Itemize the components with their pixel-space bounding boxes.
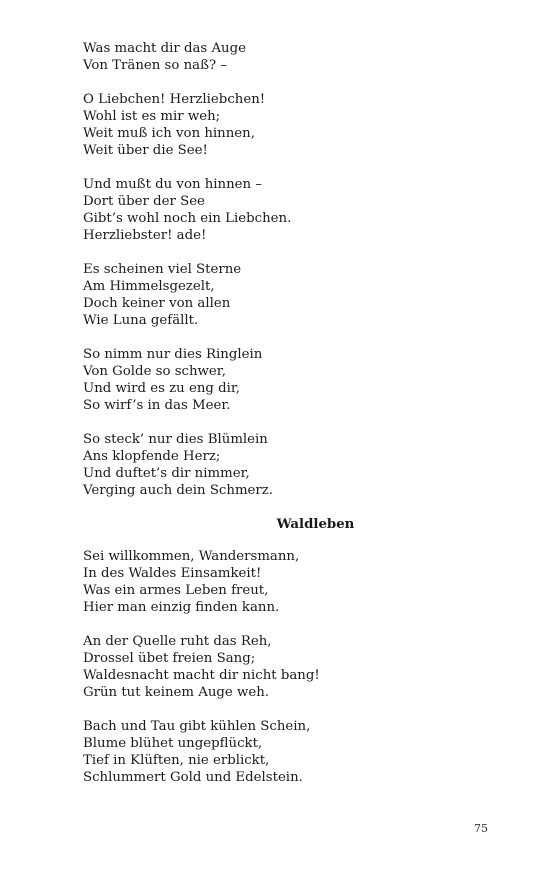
verse-line: Wohl ist es mir weh;	[83, 109, 221, 124]
verse-line: Herzliebster! ade!	[83, 228, 207, 243]
verse-line: An der Quelle ruht das Reh,	[83, 634, 272, 649]
stanza	[83, 40, 503, 74]
stanza	[83, 431, 503, 499]
verse-line: Und mußt du von hinnen –	[83, 177, 262, 192]
verse-line: Gibt’s wohl noch ein Liebchen.	[83, 211, 292, 226]
verse-line: Bach und Tau gibt kühlen Schein,	[83, 719, 311, 734]
verse-line: Und duftet’s dir nimmer,	[83, 466, 250, 481]
poem-continued	[83, 40, 503, 499]
verse-line: Es scheinen viel Sterne	[83, 262, 242, 277]
poem-title: Waldleben	[276, 517, 355, 532]
verse-line: Was macht dir das Auge	[83, 41, 246, 56]
verse-line: Tief in Klüften, nie erblickt,	[83, 753, 270, 768]
page-number: 75	[474, 822, 488, 835]
verse-line: So wirf’s in das Meer.	[83, 398, 231, 413]
verse-line: O Liebchen! Herzliebchen!	[83, 92, 266, 107]
verse-line: Verging auch dein Schmerz.	[83, 483, 274, 498]
verse-line: Dort über der See	[83, 194, 205, 209]
verse-line: Wie Luna gefällt.	[83, 313, 199, 328]
verse-line: In des Waldes Einsamkeit!	[83, 566, 262, 581]
poem-waldleben	[83, 516, 503, 786]
stanza	[83, 261, 503, 329]
verse-line: So steck’ nur dies Blümlein	[83, 432, 268, 447]
verse-line: Was ein armes Leben freut,	[83, 583, 269, 598]
verse-line: Doch keiner von allen	[83, 296, 231, 311]
verse-line: Blume blühet ungepflückt,	[83, 736, 263, 751]
verse-line: Hier man einzig finden kann.	[83, 600, 280, 615]
verse-line: Sei willkommen, Wandersmann,	[83, 549, 300, 564]
stanza	[83, 718, 503, 786]
verse-line: Weit über die See!	[83, 143, 208, 158]
verse-line: Ans klopfende Herz;	[83, 449, 221, 464]
verse-line: Schlummert Gold und Edelstein.	[83, 770, 303, 785]
stanza	[83, 346, 503, 414]
verse-line: Waldesnacht macht dir nicht bang!	[83, 668, 320, 683]
stanza	[83, 548, 503, 616]
verse-line: Grün tut keinem Auge weh.	[83, 685, 270, 700]
verse-line: Und wird es zu eng dir,	[83, 381, 241, 396]
stanza	[83, 91, 503, 159]
verse-line: Am Himmelsgezelt,	[83, 279, 215, 294]
page-content	[83, 40, 503, 803]
verse-line: Drossel übet freien Sang;	[83, 651, 256, 666]
verse-line: So nimm nur dies Ringlein	[83, 347, 263, 362]
stanza	[83, 176, 503, 244]
verse-line: Von Golde so schwer,	[83, 364, 226, 379]
verse-line: Von Tränen so naß? –	[83, 58, 227, 73]
verse-line: Weit muß ich von hinnen,	[83, 126, 255, 141]
stanza	[83, 633, 503, 701]
